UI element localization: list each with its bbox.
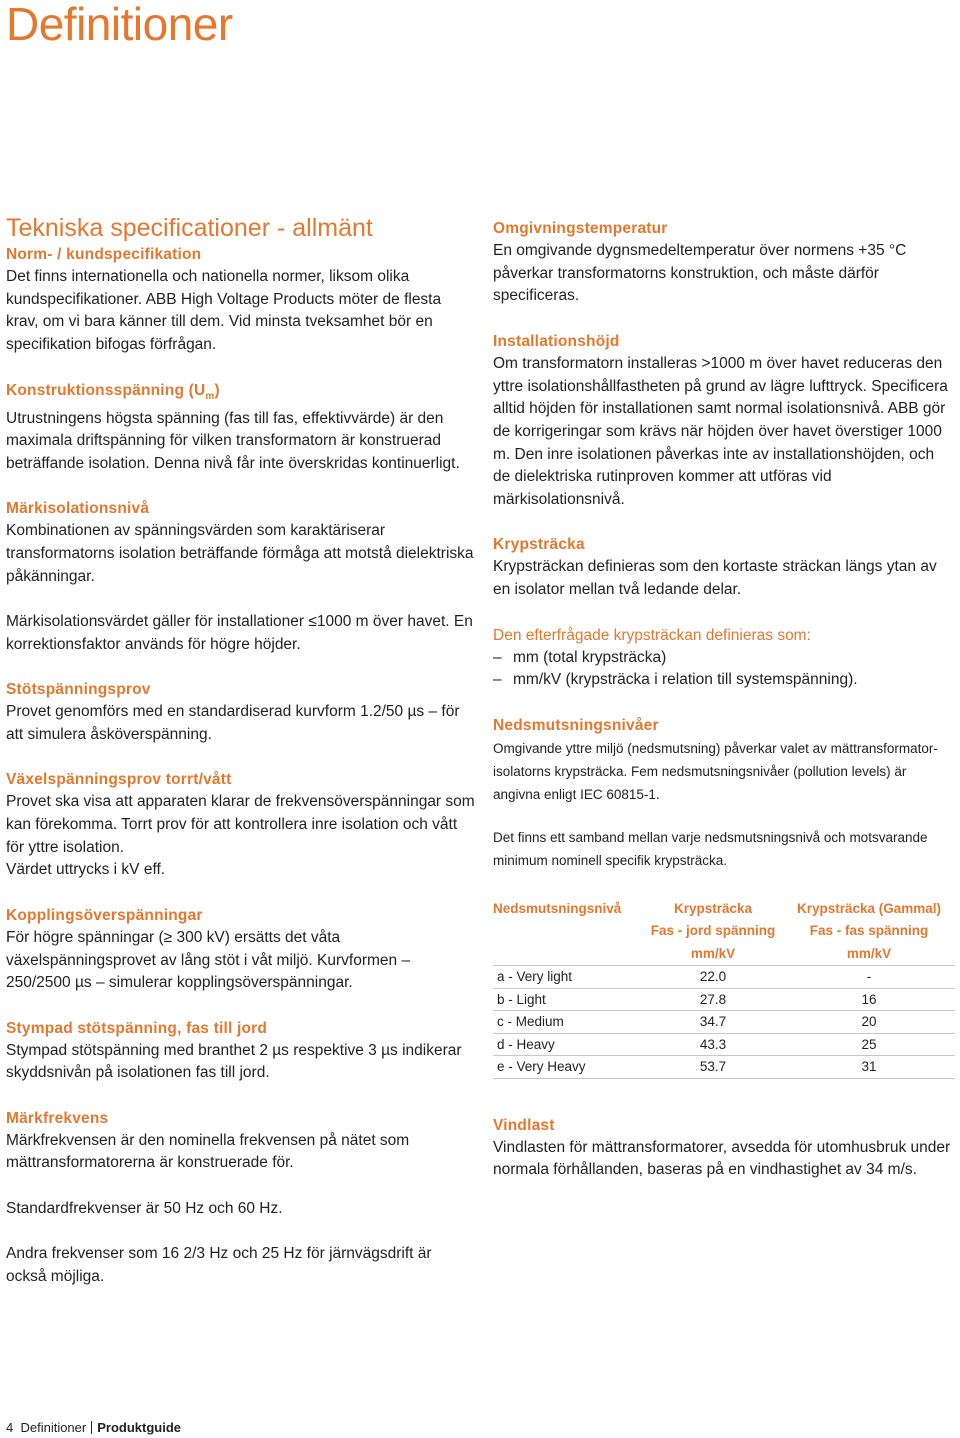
page-footer [6, 1418, 181, 1438]
vindlast-text: Vindlasten för mättransformatorer, avsedda för utomhusbruk under normala förhållanden, baseras på en vindhastighet av 34 m/s. [493, 1138, 951, 1179]
vindlast-title: Vindlast [493, 1116, 555, 1134]
markfrekvens-text: Märkfrekvensen är den nominella frekvensen på nätet som mättransformatorerna är konstruerade för. [6, 1131, 410, 1172]
vaxel-title: Växelspänningsprov torrt/vått [6, 771, 232, 789]
stot-title: Stötspänningsprov [6, 681, 151, 699]
table-row: c - Medium 34.7 20 [493, 1011, 955, 1034]
andra-frekvenser-text: Andra frekvenser som 16 2/3 Hz och 25 Hz för järnvägsdrift är också möjliga. [6, 1245, 432, 1285]
footer-doc: Produktguide [97, 1420, 182, 1435]
footer-section: Definitioner [20, 1420, 87, 1435]
page-number: 4 [6, 1420, 14, 1435]
installation-title: Installationshöjd [493, 332, 620, 350]
markisolation-title: Märkisolationsnivå [6, 500, 150, 518]
section-heading: Tekniska specificationer - allmänt [6, 214, 373, 242]
kryp-title: Krypsträcka [493, 536, 585, 554]
norm-title: Norm- / kundspecifikation [6, 246, 202, 263]
konstruktion-title: Konstruktionsspänning $(U_m)$ [6, 381, 220, 402]
stot-text: Provet genomförs med en standardiserad kurvform 1.2/50 µs – för att simulera åsköverspänning. [6, 703, 460, 743]
koppling-text: För högre spänningar (≥ 300 kV) ersätts det våta växelspänningsprovet av lång stöt i våt miljö. Kurvformen – 250/2500 µs – simulerar kopplingsöverspänningar. [6, 928, 411, 992]
nedsmutsning-title: Nedsmutsningsnivåer [493, 716, 659, 734]
koppling-title: Kopplingsöverspänningar [6, 906, 203, 924]
nedsmutsning-text: Omgivande yttre miljö (nedsmutsning) påverkar valet av mättransformator-isolatorns krypsträcka. Fem nedsmutsningsnivåer (pollution levels) är angivna enligt IEC 60815-1. [493, 740, 938, 802]
markisolation-text-2: Märkisolationsvärdet gäller för installationer ≤1000 m över havet. En korrektionsfaktor används för högre höjder. [6, 613, 473, 653]
table-row: d - Heavy 43.3 25 [493, 1033, 955, 1056]
kryp-def-title: Den efterfrågade krypsträckan definieras som: [493, 626, 811, 644]
vaxel-text: Provet ska visa att apparaten klarar de frekvensöverspänningar som kan förekomma. Torrt prov för att kontrollera inre isolation och vått för yttre isolation. [6, 793, 475, 856]
table-header: Krypsträcka Fas - jord spänning mm/kV [650, 900, 776, 961]
kryp-def-list [493, 647, 955, 692]
norm-text: Det finns internationella och nationella normer, liksom olika kundspecifikationer. ABB High Voltage Products möter de flesta krav, om vi bara känner till dem. Vid minsta tveksamhet bör en specifikation bifogas förfrågan. [6, 268, 442, 354]
page-title: Definitioner [6, 0, 233, 50]
table-row: e - Very Heavy 53.7 31 [493, 1056, 955, 1079]
omgivning-title: Omgivningstemperatur [493, 220, 668, 237]
table-header: Krypsträcka (Gammal) Fas - fas spänning mm/kV [796, 900, 942, 961]
vaxel-text-2: Värdet uttrycks i kV eff. [6, 861, 166, 879]
stympad-text: Stympad stötspänning med branthet 2 µs respektive 3 µs indikerar skyddsnivån på isolationen fas till jord. [6, 1041, 462, 1082]
pollution-table [493, 898, 955, 1079]
omgivning-text: En omgivande dygnsmedeltemperatur över normens +35 °C påverkar transformatorns konstruktion, och måste därför specificeras. [493, 242, 907, 305]
standardfrekvens-text: Standardfrekvenser är 50 Hz och 60 Hz. [6, 1199, 283, 1217]
konstruktion-text: Utrustningens högsta spänning (fas till fas, effektivvärde) är den maximala driftspänning för vilken transformatorn är konstruerad beträffande isolation. Denna nivå får inte överskridas kontinuerligt. [6, 409, 460, 472]
stympad-title: Stympad stötspänning, fas till jord [6, 1019, 268, 1037]
left-column [6, 214, 476, 1289]
table-row: b - Light 27.8 16 [493, 988, 955, 1011]
nedsmutsning-text-2: Det finns ett samband mellan varje nedsmutsningsnivå och motsvarande minimum nominell specifik krypsträcka. [493, 829, 928, 868]
markfrekvens-title: Märkfrekvens [6, 1109, 109, 1127]
list-item: – mm (total krypsträcka) [493, 647, 955, 670]
list-item: – mm/kV (krypsträcka i relation till systemspänning). [493, 669, 955, 692]
kryp-text: Krypsträckan definieras som den kortaste sträckan längs ytan av en isolator mellan två ledande delar. [493, 558, 937, 599]
table-header: Nedsmutsningsnivå [493, 900, 622, 916]
footer-divider [91, 1421, 92, 1434]
table-row: a - Very light 22.0 - [493, 966, 955, 989]
installation-text: Om transformatorn installeras >1000 m över havet reduceras den yttre isolationshållfastheten på grund av lägre lufttryck. Specificera alltid höjden för installationen samt normal isolationsnivå. ABB gör de korrigeringar som krävs när höjden över havet överstiger 1000 m. Den inre isolationen påverkas inte av installationshöjden, och de dielektriska rutinproven kommer att utföras vid märkisolationsnivå. [493, 354, 948, 509]
markisolation-text: Kombinationen av spänningsvärden som karaktäriserar transformatorns isolation beträffande förmåga att motstå dielektriska påkänningar. [6, 522, 474, 585]
right-column [493, 218, 955, 1182]
